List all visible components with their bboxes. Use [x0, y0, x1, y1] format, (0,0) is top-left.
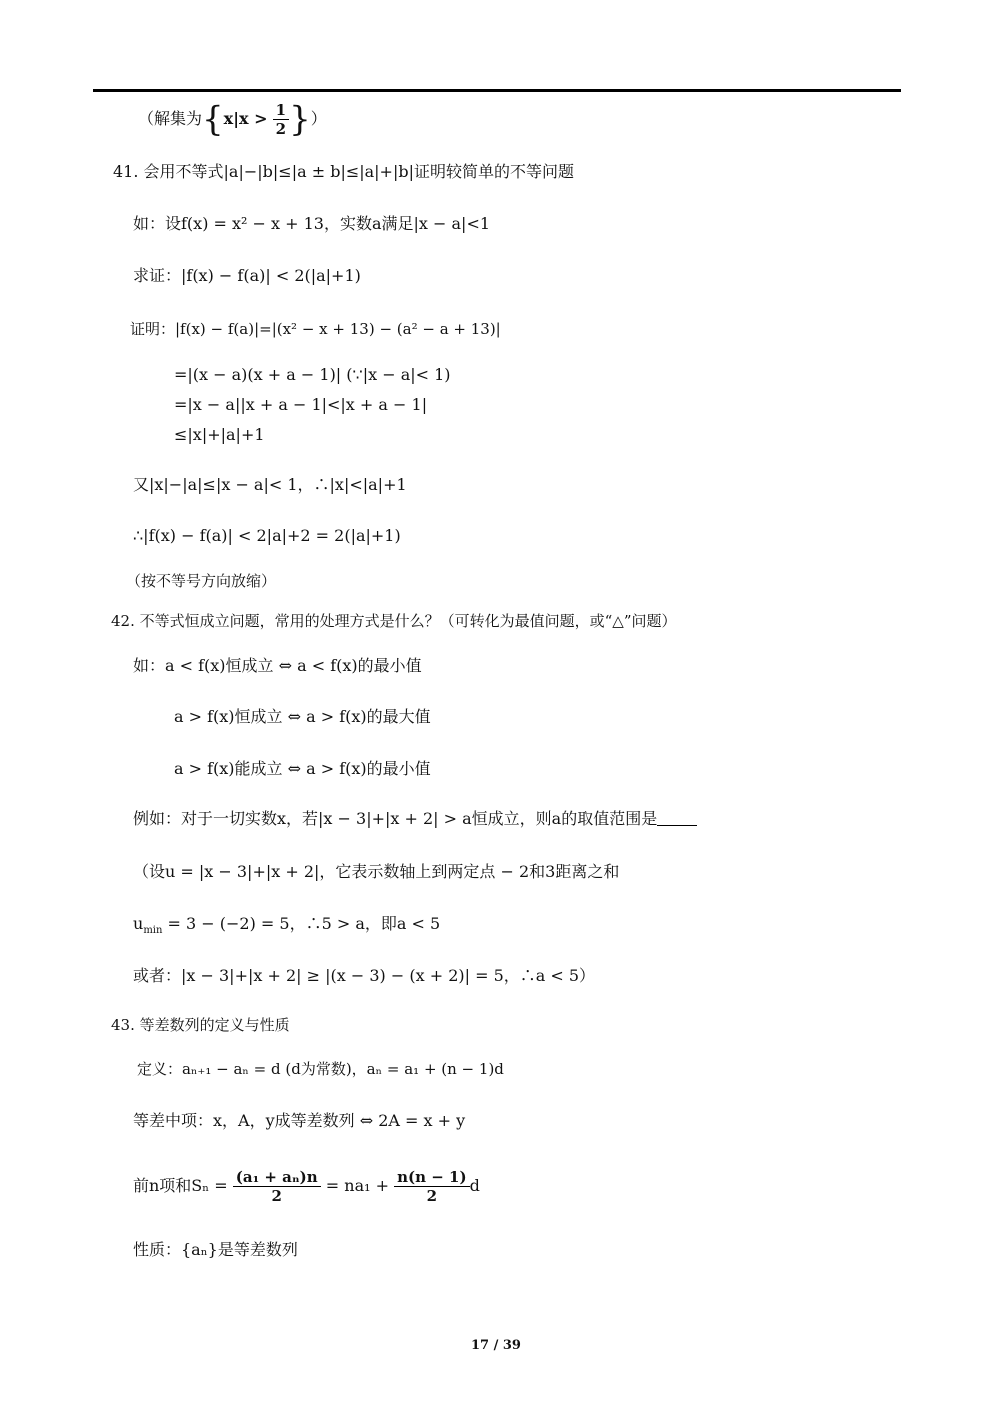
sum-formula-line: [133, 1158, 480, 1214]
fraction-numerator: 1: [273, 101, 289, 120]
example-42-hint: （设u = |x − 3|+|x + 2|，它表示数轴上到两定点 − 2和3距离之和: [133, 862, 620, 881]
page-number: 17 / 39: [471, 1338, 521, 1353]
proof-line-4: ≤|x|+|a|+1: [174, 425, 265, 444]
sum-fraction-1-numerator: (a₁ + aₙ)n: [233, 1168, 321, 1187]
section-42-heading: 42. 不等式恒成立问题，常用的处理方式是什么？（可转化为最值问题，或“△”问题）: [111, 612, 677, 630]
solution-set-line: [138, 96, 327, 143]
section-43-heading: 43. 等差数列的定义与性质: [111, 1016, 290, 1034]
scaling-note: （按不等号方向放缩）: [126, 572, 277, 590]
sum-fraction-1: [233, 1168, 321, 1205]
sum-fraction-1-denominator: 2: [271, 1187, 282, 1205]
solution-set-prefix: （解集为: [138, 109, 203, 128]
definition-line: 定义：aₙ₊₁ − aₙ = d (d为常数)，aₙ = a₁ + (n − 1)d: [137, 1060, 504, 1078]
sum-fraction-2-denominator: 2: [426, 1187, 438, 1205]
solution-set-suffix: ）: [310, 109, 327, 128]
example-line: 如：设f(x) = x² − x + 13，实数a满足|x − a|<1: [133, 214, 491, 233]
umin-line: [133, 913, 440, 942]
fraction-denominator: 2: [275, 120, 287, 138]
proof-line-3: =|x − a||x + a − 1|<|x + a − 1|: [174, 395, 428, 414]
prove-line: 求证：|f(x) − f(a)| < 2(|a|+1): [133, 266, 361, 285]
answer-blank: [657, 811, 697, 826]
umin-subscript: min: [143, 925, 163, 937]
rule-line-3: a > f(x)能成立 ⇔ a > f(x)的最小值: [174, 759, 431, 778]
sum-formula-prefix: 前n项和Sₙ =: [133, 1176, 228, 1195]
example-42-text: 例如：对于一切实数x，若|x − 3|+|x + 2| > a恒成立，则a的取值范围是: [133, 809, 658, 828]
example-42-line: [133, 808, 697, 830]
proof-line-1: 证明：|f(x) − f(a)|=|(x² − x + 13) − (a² − a + 13)|: [130, 320, 501, 338]
sum-formula-suffix: d: [469, 1176, 480, 1195]
property-line: 性质：{aₙ}是等差数列: [133, 1240, 298, 1259]
left-brace-icon: {: [202, 99, 224, 140]
solution-set-expr: x|x >: [223, 109, 268, 128]
umin-rest: = 3 − (−2) = 5，∴5 > a，即a < 5: [162, 914, 441, 933]
sum-formula-mid: = na₁ +: [325, 1176, 390, 1195]
sum-fraction-2: [394, 1168, 469, 1205]
header-rule: [93, 89, 901, 92]
umin-symbol: u: [133, 914, 144, 933]
arithmetic-mean-line: 等差中项：x，A，y成等差数列 ⇔ 2A = x + y: [133, 1111, 466, 1130]
rule-line-2: a > f(x)恒成立 ⇔ a > f(x)的最大值: [174, 707, 431, 726]
proof-line-5: 又|x|−|a|≤|x − a|< 1，∴|x|<|a|+1: [133, 475, 407, 494]
section-41-heading: 41. 会用不等式|a|−|b|≤|a ± b|≤|a|+|b|证明较简单的不等问题: [113, 162, 574, 181]
fraction-one-half: [273, 101, 289, 138]
right-brace-icon: }: [289, 99, 311, 140]
alternative-line: 或者：|x − 3|+|x + 2| ≥ |(x − 3) − (x + 2)| = 5，∴a < 5）: [133, 966, 596, 985]
proof-conclusion: ∴|f(x) − f(a)| < 2|a|+2 = 2(|a|+1): [133, 526, 401, 545]
proof-line-2: =|(x − a)(x + a − 1)| (∵|x − a|< 1): [174, 365, 451, 384]
rule-line-1: 如：a < f(x)恒成立 ⇔ a < f(x)的最小值: [133, 656, 422, 675]
sum-fraction-2-numerator: n(n − 1): [394, 1168, 469, 1187]
